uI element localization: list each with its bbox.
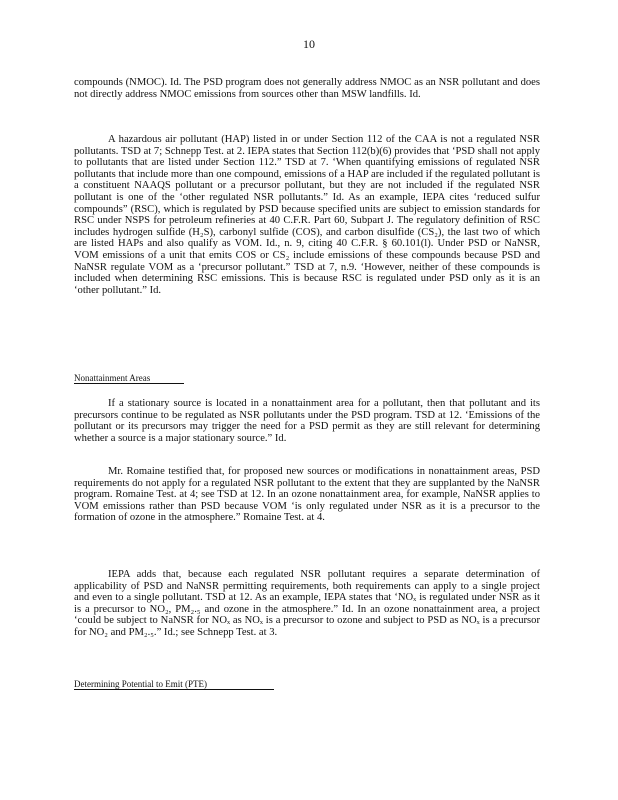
paragraph-nonattainment: If a stationary source is located in a nonattainment area for a pollutant, then that pollutant and its precursors continue to be regulated as NSR pollutants under the PSD program. TSD at 12. ‘Emissions of the pollutant or its precursors may trigger the need for a PSD permit as they are still relevant for determining whether a source is a major stationary source.” Id.: [74, 398, 540, 444]
heading-pte: [74, 679, 207, 689]
paragraph-iepa: IEPA adds that, because each regulated NSR pollutant requires a separate determination of applicability of PSD and NaNSR permitting requirements, both requirements can apply to a single project and even to a single pollutant. TSD at 12. As an example, IEPA states that ‘NOₓ is regulated under NSR as it is a precursor to NO₂, PM₂.₅ and ozone in the atmosphere.” Id. In an ozone nonattainment area, a project ‘could be subject to NaNSR for NOₓ as NOₓ is a precursor to ozone and subject to PSD as NOₓ is a precursor for NO₂ and PM₂.₅.” Id.; see Schnepp Test. at 3.: [74, 569, 540, 638]
page-number: 10: [303, 37, 315, 51]
paragraph-hap: A hazardous air pollutant (HAP) listed in or under Section 112 of the CAA is not a regulated NSR pollutants. TSD at 7; Schnepp Test. at 2. IEPA states that Section 112(b)(6) provides that ‘PSD shall not apply to pollutants that are listed under Section 112.” TSD at 7. ‘When quantifying emissions of regulated NSR pollutants that include more than one compound, emissions of a HAP are included if the regulated pollutant is a constituent NAAQS pollutant or a precursor pollutant, but they are not included if the regulated NSR pollutant is one of the ‘other regulated NSR pollutants.” Id. As an example, IEPA cites ‘reduced sulfur compounds” (RSC), which is regulated by PSD because specified units are subject to emission standards for RSC under NSPS for petroleum refineries at 40 C.F.R. Part 60, Subpart J. The regulatory definition of RSC includes hydrogen sulfide (H₂S), carbonyl sulfide (COS), and carbon disulfide (CS₂), the last two of which are listed HAPs and also qualify as VOM. Id., n. 9, citing 40 C.F.R. § 60.101(l). Under PSD or NaNSR, VOM emissions of a unit that emits COS or CS₂ include emissions of these compounds because PSD and NaNSR regulate VOM as a ‘precursor pollutant.” TSD at 7, n.9. ‘However, neither of these compounds is included when determining RSC emissions. This is because RSC is regulated under PSD only as it is an ‘other pollutant.” Id.: [74, 134, 540, 296]
paragraph-romaine: Mr. Romaine testified that, for proposed new sources or modifications in nonattainment areas, PSD requirements do not apply for a regulated NSR pollutant to the extent that they are supplanted by the NaNSR program. Romaine Test. at 4; see TSD at 12. In an ozone nonattainment area, for example, NaNSR applies to VOM emissions rather than PSD because VOM ‘is only regulated under NSR as it is a precursor to the formation of ozone in the atmosphere.” Romaine Test. at 4.: [74, 466, 540, 524]
heading-pte-text: Determining Potential to Emit (PTE): [74, 679, 207, 689]
heading-underline: [74, 383, 184, 384]
heading-nonattainment: [74, 373, 150, 383]
heading-underline: [74, 689, 274, 690]
heading-nonattainment-text: Nonattainment Areas: [74, 373, 151, 383]
paragraph-nmoc: compounds (NMOC). Id. The PSD program does not generally address NMOC as an NSR pollutant and does not directly address NMOC emissions from sources other than MSW landfills. Id.: [74, 77, 540, 100]
